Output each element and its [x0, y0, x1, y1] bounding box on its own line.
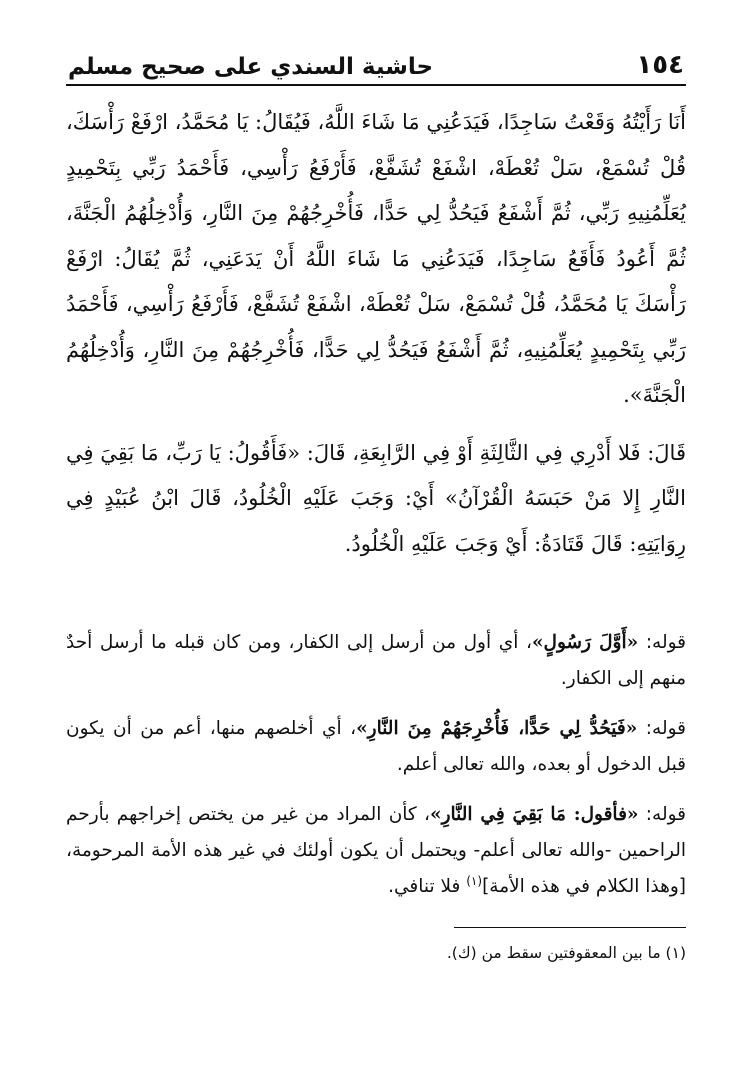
commentary-section — [66, 625, 686, 905]
commentary-paragraph — [66, 711, 686, 783]
footnote-reference[interactable]: (١) — [466, 873, 483, 888]
commentary-body: ، كأن المراد من غير من يختص إخراجهم بأرحم الراحمين -والله تعالى أعلم- ويحتمل أن يكون أولئك في غير هذه الأمة المرحومة، [وهذا الكلام في هذه الأمة] — [66, 804, 686, 897]
hadith-paragraph: أَنَا رَأَيْتُهُ وَقَعْتُ سَاجِدًا، فَيَدَعُنِي مَا شَاءَ اللَّهُ، فَيُقَالُ: يَا مُحَمَّدُ، ارْفَعْ رَأْسَكَ، قُلْ تُسْمَعْ، سَلْ تُعْطَهْ، اشْفَعْ تُشَفَّعْ، فَأَرْفَعُ رَأْسِي، فَأَحْمَدُ رَبِّي بِتَحْمِيدٍ يُعَلِّمُنِيهِ رَبِّي، ثُمَّ أَشْفَعُ فَيَحُدُّ لِي حَدًّا، فَأُخْرِجُهُمْ مِنَ النَّارِ، وَأُدْخِلُهُمُ الْجَنَّةَ، ثُمَّ أَعُودُ فَأَقَعُ سَاجِدًا، فَيَدَعُنِي مَا شَاءَ اللَّهُ أَنْ يَدَعَنِي، ثُمَّ يُقَالُ: ارْفَعْ رَأْسَكَ يَا مُحَمَّدُ، قُلْ تُسْمَعْ، سَلْ تُعْطَهْ، اشْفَعْ تُشَفَّعْ، فَأَرْفَعُ رَأْسِي، فَأَحْمَدُ رَبِّي بِتَحْمِيدٍ يُعَلِّمُنِيهِ، ثُمَّ أَشْفَعُ فَيَحُدُّ لِي حَدًّا، فَأُخْرِجُهُمْ مِنَ النَّارِ، وَأُدْخِلُهُمُ الْجَنَّةَ». — [66, 110, 686, 407]
commentary-tail: فلا تنافي. — [388, 876, 467, 897]
commentary-paragraph — [66, 797, 686, 905]
commentary-body: ، أي أول من أرسل إلى الكفار، ومن كان قبله ما أرسل أحدٌ منهم إلى الكفار. — [66, 632, 686, 689]
commentary-lead: قوله: — [638, 632, 687, 653]
commentary-lead: قوله: — [637, 718, 686, 739]
running-title: حاشية السندي على صحيح مسلم — [68, 54, 434, 80]
hadith-paragraph: قَالَ: فَلا أَدْرِي فِي الثَّالِثَةِ أَوْ فِي الرَّابِعَةِ، قَالَ: «فَأَقُولُ: يَا رَبِّ، مَا بَقِيَ فِي النَّارِ إِلا مَنْ حَبَسَهُ الْقُرْآنُ» أَيْ: وَجَبَ عَلَيْهِ الْخُلُودُ، قَالَ ابْنُ عُبَيْدٍ فِي رِوَايَتِهِ: قَالَ قَتَادَةُ: أَيْ وَجَبَ عَلَيْهِ الْخُلُودُ. — [66, 440, 686, 556]
page-number: ١٥٤ — [636, 50, 684, 80]
book-page — [66, 44, 686, 1064]
commentary-quote: «فأقول: مَا بَقِيَ فِي النَّارِ» — [430, 804, 639, 825]
running-header — [66, 44, 686, 86]
footnote: (١) ما بين المعقوفتين سقط من (ك). — [446, 944, 686, 962]
commentary-body: ، أي أخلصهم منها، أعم من أن يكون قبل الدخول أو بعده، والله تعالى أعلم. — [66, 718, 686, 775]
commentary-lead: قوله: — [638, 804, 686, 825]
commentary-paragraph — [66, 625, 686, 697]
commentary-quote: «أَوَّلَ رَسُولٍ» — [531, 632, 639, 653]
commentary-quote: «فَيَحُدُّ لِي حَدًّا، فَأُخْرِجَهُمْ مِنَ النَّارِ» — [356, 718, 638, 739]
hadith-text — [66, 100, 686, 567]
footnote-divider — [454, 927, 686, 928]
